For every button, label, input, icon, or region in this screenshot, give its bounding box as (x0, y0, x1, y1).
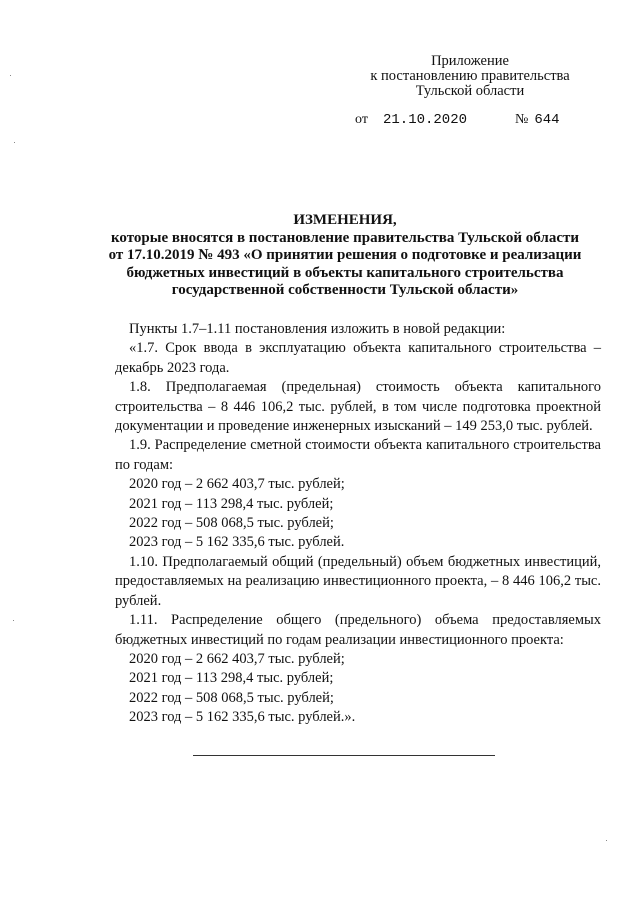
paragraph-1-8: 1.8. Предполагаемая (предельная) стоимость объекта капитального строительства – 8 446 106,2 тыс. рублей, в том числе подготовка проектной документации и проведение инженерных изысканий – 149 253,0 тыс. рублей. (115, 379, 601, 435)
paragraph-1-7: «1.7. Срок ввода в эксплуатацию объекта капитального строительства – декабрь 2023 года. (115, 340, 601, 376)
document-body (115, 320, 601, 728)
title-line-1: которые вносятся в постановление правительства Тульской области (110, 229, 580, 246)
paragraph-1-11: 1.11. Распределение общего (предельного) объема предоставляемых бюджетных инвестиций по годам реализации инвестиционного проекта: (115, 612, 601, 648)
year-line: 2022 год – 508 068,5 тыс. рублей; (129, 515, 334, 532)
appendix-line-3: Тульской области (415, 83, 525, 99)
year-line: 2020 год – 2 662 403,7 тыс. рублей; (129, 650, 345, 667)
year-line: 2021 год – 113 298,4 тыс. рублей; (129, 495, 334, 512)
closing-divider (193, 755, 495, 756)
scan-speck (10, 75, 11, 76)
appendix-block (340, 54, 600, 99)
year-line: 2020 год – 2 662 403,7 тыс. рублей; (129, 476, 345, 493)
title-line-2: от 17.10.2019 № 493 «О принятии решения о подготовке и реализации (108, 247, 582, 263)
year-line: 2023 год – 5 162 335,6 тыс. рублей.». (129, 709, 356, 726)
appendix-line-2: к постановлению правительства (370, 68, 570, 84)
scan-speck (14, 142, 15, 143)
from-label: от (355, 112, 368, 127)
number-label: № (515, 112, 529, 127)
intro-paragraph: Пункты 1.7–1.11 постановления изложить в новой редакции: (129, 321, 506, 337)
title-line-3: бюджетных инвестиций в объекты капитального строительства (126, 264, 564, 281)
appendix-line-1: Приложение (431, 53, 509, 69)
paragraph-1-9: 1.9. Распределение сметной стоимости объекта капитального строительства по годам: (115, 437, 601, 473)
title-line-4: государственной собственности Тульской области» (171, 282, 519, 298)
scan-speck (606, 840, 607, 841)
title-heading: ИЗМЕНЕНИЯ, (293, 212, 397, 228)
document-title (80, 212, 610, 300)
resolution-number: 644 (534, 112, 560, 128)
resolution-date: 21.10.2020 (383, 112, 468, 128)
year-line: 2023 год – 5 162 335,6 тыс. рублей. (129, 534, 345, 551)
scan-speck (13, 620, 14, 621)
resolution-date-line (355, 112, 560, 128)
year-line: 2021 год – 113 298,4 тыс. рублей; (129, 670, 334, 687)
paragraph-1-10: 1.10. Предполагаемый общий (предельный) объем бюджетных инвестиций, предоставляемых на реализацию инвестиционного проекта, – 8 446 106,2 тыс. рублей. (115, 553, 601, 609)
year-line: 2022 год – 508 068,5 тыс. рублей; (129, 689, 334, 706)
